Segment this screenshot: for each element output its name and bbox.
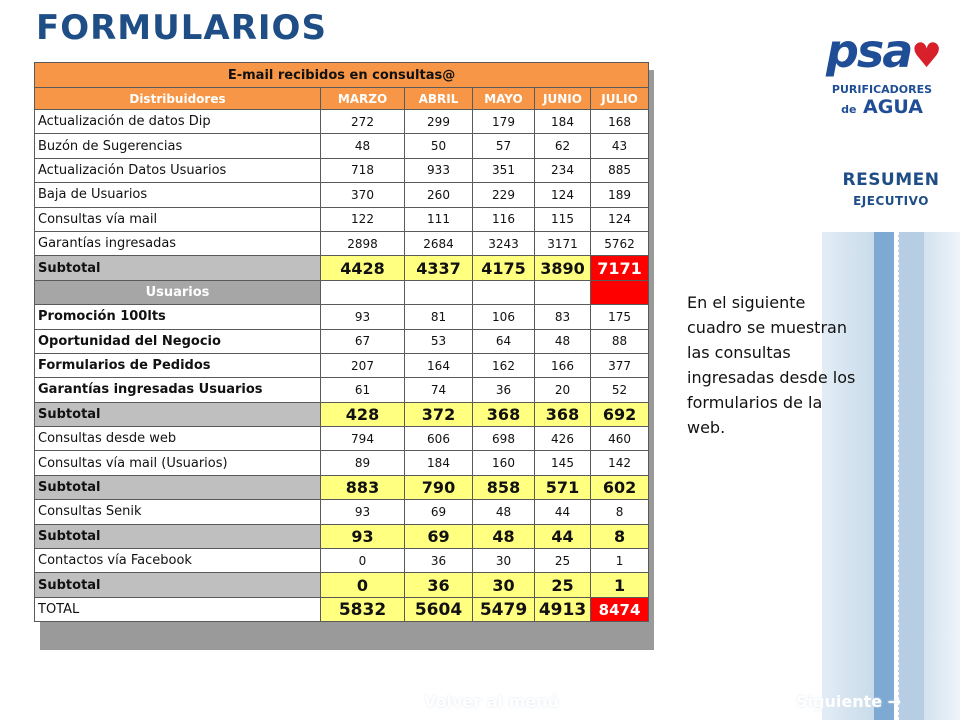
section-row — [35, 280, 649, 304]
row-label: Contactos vía Facebook — [35, 549, 321, 573]
table-row — [35, 231, 649, 255]
table-cell: 883 — [321, 475, 405, 499]
logo-line2 — [826, 96, 938, 121]
table-row — [35, 329, 649, 353]
table-cell: 57 — [473, 134, 535, 158]
row-label: Garantías ingresadas Usuarios — [35, 378, 321, 402]
page-title: FORMULARIOS — [36, 8, 327, 48]
section-label-line1: RESUMEN — [842, 170, 940, 190]
table-cell: 67 — [321, 329, 405, 353]
table-cell: 602 — [591, 475, 649, 499]
table-cell: 426 — [535, 427, 591, 451]
table-cell: 168 — [591, 110, 649, 134]
empty-cell — [591, 280, 649, 304]
table-cell: 8474 — [591, 597, 649, 621]
decorative-stripe — [924, 232, 960, 720]
table-title: E-mail recibidos en consultas@ — [35, 63, 649, 88]
description-text: En el siguiente cuadro se muestran las consultas ingresadas desde los formularios de la web. — [687, 293, 856, 437]
table-cell: 3890 — [535, 256, 591, 280]
table-cell: 25 — [535, 549, 591, 573]
row-label: Consultas vía mail (Usuarios) — [35, 451, 321, 475]
table-cell: 36 — [405, 573, 473, 597]
table-cell: 698 — [473, 427, 535, 451]
row-label: Actualización de datos Dip — [35, 110, 321, 134]
table-row — [35, 134, 649, 158]
table-cell: 370 — [321, 183, 405, 207]
subtotal-row — [35, 524, 649, 548]
table-cell: 184 — [535, 110, 591, 134]
table-cell: 93 — [321, 524, 405, 548]
table-cell: 83 — [535, 305, 591, 329]
table-row — [35, 549, 649, 573]
total-row — [35, 597, 649, 621]
table-cell: 272 — [321, 110, 405, 134]
table-cell: 790 — [405, 475, 473, 499]
table-cell: 460 — [591, 427, 649, 451]
table-cell: 36 — [405, 549, 473, 573]
table-cell: 61 — [321, 378, 405, 402]
table-cell: 44 — [535, 524, 591, 548]
table-cell: 25 — [535, 573, 591, 597]
heart-icon: ♥ — [911, 36, 940, 76]
table-cell: 2898 — [321, 231, 405, 255]
row-label: Formularios de Pedidos — [35, 353, 321, 377]
table-row — [35, 353, 649, 377]
table-cell: 189 — [591, 183, 649, 207]
table-cell: 3171 — [535, 231, 591, 255]
table-cell: 20 — [535, 378, 591, 402]
next-link[interactable]: Siguiente → — [796, 692, 902, 711]
table-cell: 2684 — [405, 231, 473, 255]
table-cell: 30 — [473, 573, 535, 597]
table-cell: 69 — [405, 500, 473, 524]
table-cell: 1 — [591, 549, 649, 573]
table-cell: 933 — [405, 158, 473, 182]
table-cell: 4428 — [321, 256, 405, 280]
table-row — [35, 158, 649, 182]
table-cell: 93 — [321, 305, 405, 329]
table-cell: 885 — [591, 158, 649, 182]
row-label: Subtotal — [35, 573, 321, 597]
table-cell: 88 — [591, 329, 649, 353]
table-cell: 260 — [405, 183, 473, 207]
table-cell: 69 — [405, 524, 473, 548]
table-cell: 8 — [591, 524, 649, 548]
table-cell: 162 — [473, 353, 535, 377]
subtotal-row — [35, 256, 649, 280]
table-cell: 164 — [405, 353, 473, 377]
section-label — [822, 164, 960, 232]
table-cell: 184 — [405, 451, 473, 475]
table-row — [35, 305, 649, 329]
row-label: Consultas vía mail — [35, 207, 321, 231]
table-cell: 428 — [321, 402, 405, 426]
table-cell: 372 — [405, 402, 473, 426]
table-cell: 0 — [321, 573, 405, 597]
brand-logo — [826, 26, 938, 121]
table-cell: 8 — [591, 500, 649, 524]
table-cell: 89 — [321, 451, 405, 475]
row-label: Subtotal — [35, 402, 321, 426]
table-cell: 116 — [473, 207, 535, 231]
table-row — [35, 500, 649, 524]
table-row — [35, 110, 649, 134]
table-cell: 5762 — [591, 231, 649, 255]
row-label: Buzón de Sugerencias — [35, 134, 321, 158]
month-header: MARZO — [321, 88, 405, 110]
table-row — [35, 207, 649, 231]
table-cell: 794 — [321, 427, 405, 451]
logo-mark — [826, 26, 938, 81]
table-cell: 229 — [473, 183, 535, 207]
table-cell: 368 — [535, 402, 591, 426]
table-cell: 64 — [473, 329, 535, 353]
logo-line2-prefix: de — [841, 103, 857, 116]
table-cell: 93 — [321, 500, 405, 524]
table-cell: 606 — [405, 427, 473, 451]
table-cell: 5604 — [405, 597, 473, 621]
table-row — [35, 427, 649, 451]
table-cell: 52 — [591, 378, 649, 402]
table-cell: 124 — [591, 207, 649, 231]
decorative-stripe — [874, 232, 894, 720]
row-label: Subtotal — [35, 475, 321, 499]
logo-line2-main: AGUA — [863, 96, 923, 118]
decorative-stripe — [898, 232, 924, 720]
empty-cell — [321, 280, 405, 304]
table-cell: 115 — [535, 207, 591, 231]
table-cell: 571 — [535, 475, 591, 499]
table-title-row — [35, 63, 649, 88]
table-cell: 858 — [473, 475, 535, 499]
table-cell: 124 — [535, 183, 591, 207]
subtotal-row — [35, 402, 649, 426]
consultas-table — [34, 62, 649, 622]
logo-text: psa — [826, 24, 912, 78]
table-cell: 368 — [473, 402, 535, 426]
table-cell: 7171 — [591, 256, 649, 280]
table-cell: 44 — [535, 500, 591, 524]
table-cell: 166 — [535, 353, 591, 377]
logo-line1: PURIFICADORES — [831, 83, 933, 96]
row-label: Consultas desde web — [35, 427, 321, 451]
table-cell: 48 — [535, 329, 591, 353]
empty-cell — [535, 280, 591, 304]
table-cell: 142 — [591, 451, 649, 475]
table-cell: 5832 — [321, 597, 405, 621]
month-header: JULIO — [591, 88, 649, 110]
table-cell: 4913 — [535, 597, 591, 621]
table-cell: 122 — [321, 207, 405, 231]
table-cell: 5479 — [473, 597, 535, 621]
subtotal-row — [35, 573, 649, 597]
table-cell: 53 — [405, 329, 473, 353]
row-label: Subtotal — [35, 524, 321, 548]
subtotal-row — [35, 475, 649, 499]
month-header: MAYO — [473, 88, 535, 110]
table-header-row — [35, 88, 649, 110]
month-header: JUNIO — [535, 88, 591, 110]
row-label: Actualización Datos Usuarios — [35, 158, 321, 182]
row-label: Subtotal — [35, 256, 321, 280]
table-cell: 62 — [535, 134, 591, 158]
table-cell: 145 — [535, 451, 591, 475]
table-cell: 234 — [535, 158, 591, 182]
table-cell: 0 — [321, 549, 405, 573]
table-cell: 74 — [405, 378, 473, 402]
table-cell: 111 — [405, 207, 473, 231]
row-label: Oportunidad del Negocio — [35, 329, 321, 353]
row-label: Baja de Usuarios — [35, 183, 321, 207]
table-cell: 175 — [591, 305, 649, 329]
back-to-menu-link[interactable]: Volver al menú — [424, 692, 559, 711]
table-cell: 299 — [405, 110, 473, 134]
table-cell: 48 — [473, 524, 535, 548]
empty-cell — [405, 280, 473, 304]
table-cell: 377 — [591, 353, 649, 377]
table-cell: 48 — [321, 134, 405, 158]
table-cell: 1 — [591, 573, 649, 597]
row-label: Garantías ingresadas — [35, 231, 321, 255]
table-cell: 81 — [405, 305, 473, 329]
table-cell: 160 — [473, 451, 535, 475]
table-cell: 351 — [473, 158, 535, 182]
table-row — [35, 451, 649, 475]
table-cell: 50 — [405, 134, 473, 158]
table-row — [35, 378, 649, 402]
row-label: Promoción 100lts — [35, 305, 321, 329]
table-row — [35, 183, 649, 207]
table-cell: 179 — [473, 110, 535, 134]
table-cell: 48 — [473, 500, 535, 524]
section-usuarios: Usuarios — [35, 280, 321, 304]
table-cell: 3243 — [473, 231, 535, 255]
table-cell: 4337 — [405, 256, 473, 280]
table-cell: 718 — [321, 158, 405, 182]
empty-cell — [473, 280, 535, 304]
table-cell: 692 — [591, 402, 649, 426]
row-label: TOTAL — [35, 597, 321, 621]
header-distribuidores: Distribuidores — [35, 88, 321, 110]
table-cell: 106 — [473, 305, 535, 329]
table-cell: 36 — [473, 378, 535, 402]
row-label: Consultas Senik — [35, 500, 321, 524]
section-label-line2: EJECUTIVO — [853, 194, 929, 208]
table-cell: 43 — [591, 134, 649, 158]
month-header: ABRIL — [405, 88, 473, 110]
table-cell: 30 — [473, 549, 535, 573]
table-cell: 4175 — [473, 256, 535, 280]
table-cell: 207 — [321, 353, 405, 377]
